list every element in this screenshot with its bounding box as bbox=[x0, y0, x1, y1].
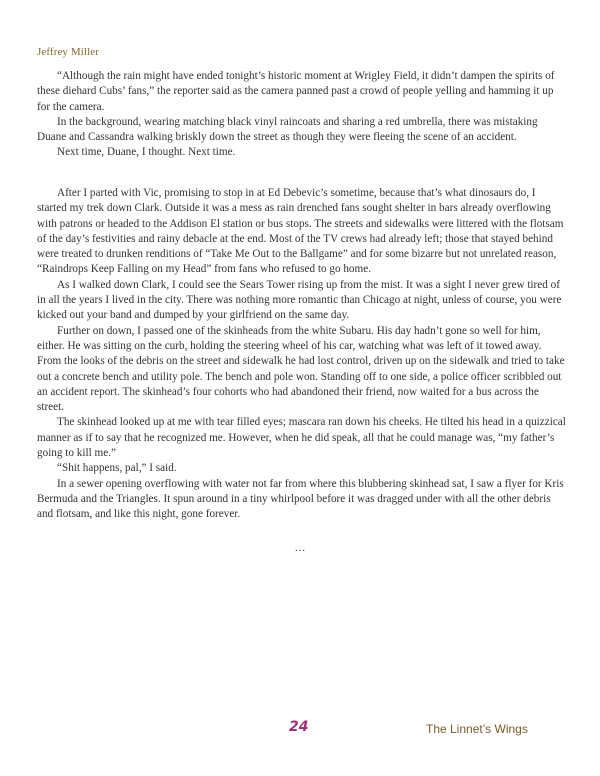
section-break-ellipsis: … bbox=[294, 542, 306, 554]
story-section-1 bbox=[37, 69, 567, 161]
story-paragraph: The skinhead looked up at me with tear filled eyes; mascara ran down his cheeks. He tilted his head in a quizzical manner as if to say that he recognized me. However, when he did speak, all that he could manage was, “my father’s going to kill me.” bbox=[37, 416, 566, 460]
story-paragraph: In the background, wearing matching black vinyl raincoats and sharing a red umbrella, there was mistaking Duane and Cassandra walking briskly down the street as though they were fleeing the scene of an accident. bbox=[37, 115, 538, 144]
story-paragraph: In a sewer opening overflowing with water not far from where this blubbering skinhead sat, I saw a flyer for Kris Bermuda and the Triangles. It spun around in a tiny whirlpool before it was dragged under with all the other debris and flotsam, and like this night, gone forever. bbox=[37, 477, 564, 521]
story-paragraph: Next time, Duane, I thought. Next time. bbox=[57, 146, 236, 159]
story-section-2 bbox=[37, 186, 567, 523]
story-paragraph: As I walked down Clark, I could see the Sears Tower rising up from the mist. It was a sight I never grew tired of in all the years I lived in the city. There was nothing more romantic than Chicago at night, unless of course, you were kicked out your band and dumped by your girlfriend on the same day. bbox=[37, 278, 562, 322]
story-paragraph: “Shit happens, pal,” I said. bbox=[57, 462, 177, 475]
story-paragraph: “Although the rain might have ended tonight’s historic moment at Wrigley Field, it didn’t dampen the spirits of these diehard Cubs’ fans,” the reporter said as the camera panned past a crowd of people yelling and hamming it up for the camera. bbox=[37, 70, 555, 113]
page-number: 24 bbox=[289, 719, 309, 735]
story-paragraph: After I parted with Vic, promising to stop in at Ed Debevic’s sometime, because that’s what dinosaurs do, I started my trek down Clark. Outside it was a mess as rain drenched fans sought shelter in bars already overflowing with patrons or headed to the Addison El station or bus stops. The streets and sidewalks were littered with the flotsam of the day’s festivities and rainy debacle at the end. Most of the TV crews had already left; those that stayed behind were treated to drunken renditions of “Take Me Out to the Ballgame” and for some bizarre but not unrelated reason, “Raindrops Keep Falling on my Head” from fans who refused to go home. bbox=[37, 187, 564, 276]
running-header-author: Jeffrey Miller bbox=[37, 46, 99, 58]
running-footer-magazine: The Linnet’s Wings bbox=[426, 722, 528, 736]
story-paragraph: Further on down, I passed one of the skinheads from the white Subaru. His day hadn’t gone so well for him, either. He was sitting on the curb, holding the steering wheel of his car, watching what was left of it towed away. From the looks of the debris on the street and sidewalk he had lost control, driven up on the sidewalk and tried to take out a concrete bench and utility pole. The bench and pole won. Standing off to one side, a police officer scribbled out an accident report. The skinhead’s four cohorts who had abandoned their friend, now waited for a bus across the street. bbox=[37, 324, 565, 414]
